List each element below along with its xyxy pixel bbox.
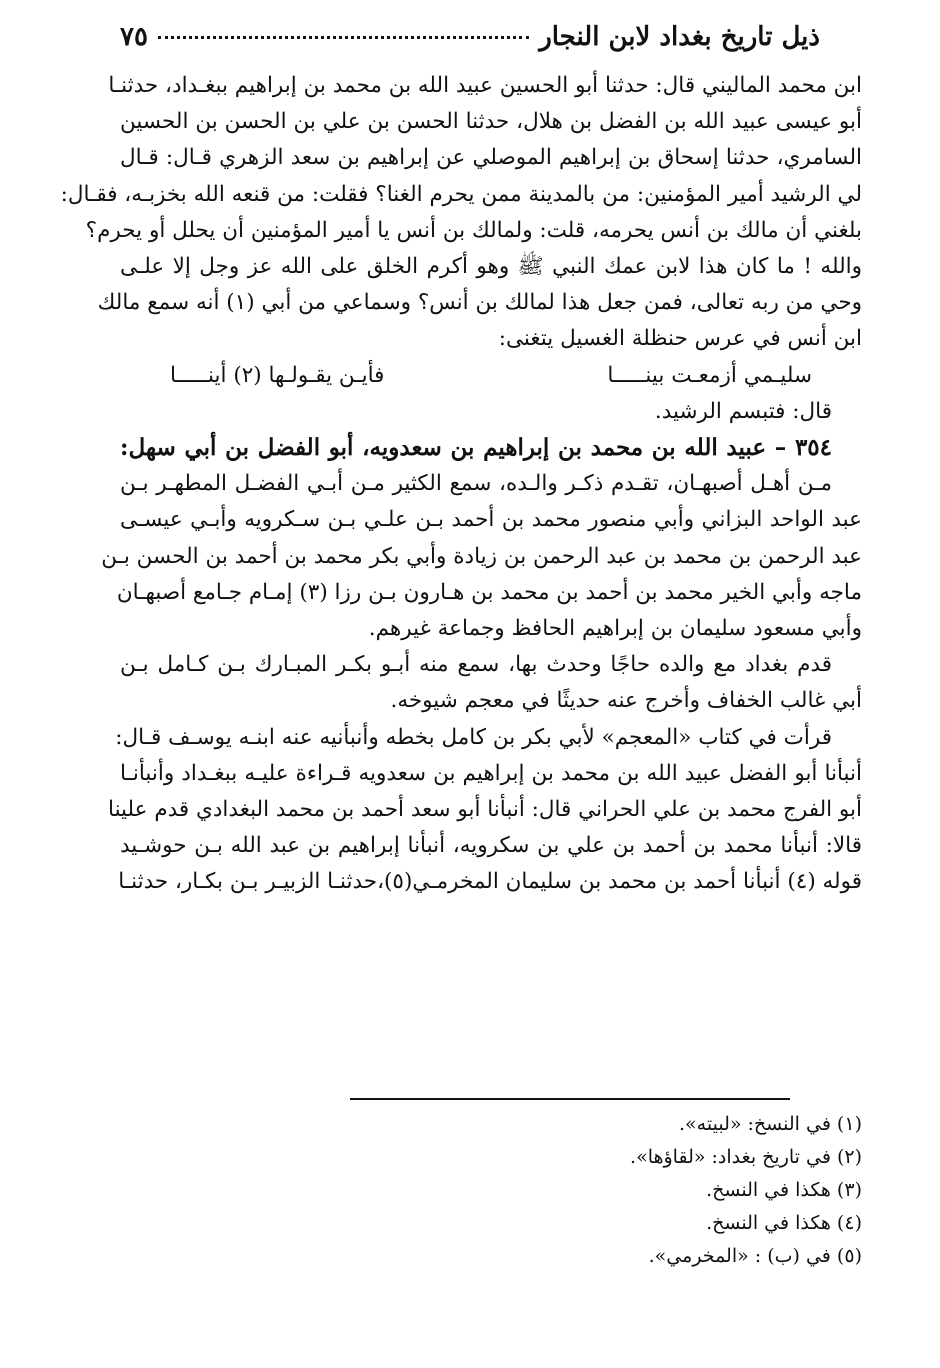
poetry-verse: [120, 358, 862, 394]
running-title: ذيل تاريخ بغداد لابن النجار: [539, 22, 820, 52]
text-line: قرأت في كتاب «المعجم» لأبي بكر بن كامل بخطه وأنبأنيه عنه ابنـه يوسـف قـال:: [115, 724, 832, 750]
footnote: (١) في النسخ: «لبيته».: [679, 1113, 862, 1135]
text-line: السامري، حدثنا إسحاق بن إبراهيم الموصلي عن إبراهيم بن سعد الزهري قـال: قـال: [120, 145, 862, 171]
text-line: مـن أهـل أصبهـان، تقـدم ذكـر والـده، سمع الكثير مـن أبـي الفضـل المطهـر بـن: [120, 471, 832, 497]
running-header: [120, 22, 820, 70]
footnote: (٥) في (ب) : «المخرمي».: [648, 1245, 862, 1267]
text-line: والله ! ما كان هذا لابن عمك النبي ﷺ وهو أكرم الخلق على الله عز وجل إلا علـى: [120, 254, 862, 280]
text-line: عبد الواحد البزاني وأبي منصور محمد بن أحمد بـن علـي بـن سـكرويه وأبـي عيسـى: [120, 507, 862, 533]
text-line: بلغني أن مالك بن أنس يحرمه، قلت: ولمالك بن أنس يا أمير المؤمنين أن يحلل أو يحرم؟: [85, 217, 862, 243]
text-line: وحي من ربه تعالى، فمن جعل هذا لمالك بن أنس؟ وسماعي من أبي (١) أنه سمع مالك: [97, 290, 862, 316]
verse-second-hemistich: فأيـن يقـولـها (٢) أينـــــا: [170, 362, 385, 388]
text-line: ابن محمد الماليني قال: حدثنا أبو الحسين عبيد الله بن محمد بن إبراهيم ببغـداد، حدثنـا: [108, 73, 862, 98]
footnotes: [362, 1108, 862, 1273]
footnote: (٤) هكذا في النسخ.: [706, 1212, 862, 1234]
footnote: (٣) هكذا في النسخ.: [706, 1179, 862, 1201]
text-line: أبو عيسى عبيد الله بن الفضل بن هلال، حدثنا الحسن بن علي بن الحسن بن الحسين: [120, 109, 862, 135]
text-line: أبي غالب الخفاف وأخرج عنه حديثًا في معجم شيوخه.: [390, 688, 862, 714]
text-line: وأبي مسعود سليمان بن إبراهيم الحافظ وجماعة غيرهم.: [368, 616, 862, 642]
main-text: [60, 68, 862, 901]
header-dot-leader: [158, 36, 529, 39]
text-line: قالا: أنبأنا محمد بن أحمد بن علي بن سكرويه، أنبأنا إبراهيم بن عبد الله بـن حوشـيد: [120, 833, 862, 859]
text-line: قال: فتبسم الرشيد.: [654, 398, 832, 424]
text-line: لي الرشيد أمير المؤمنين: من بالمدينة ممن يحرم الغنا؟ فقلت: من قنعه الله بخزبـه، فقـال:: [60, 181, 862, 207]
footnote: (٢) في تاريخ بغداد: «لقاؤها».: [630, 1146, 862, 1168]
footnote-separator: [350, 1098, 790, 1100]
verse-first-hemistich: سليـمي أزمعـت بينـــــا: [607, 362, 812, 388]
text-line: ماجه وأبي الخير محمد بن أحمد بن محمد بن هـارون بـن رزا (٣) إمـام جـامع أصبهـان: [116, 579, 862, 605]
text-line: أبو الفرج محمد بن علي الحراني قال: أنبأنا أبو سعد أحمد بن محمد البغدادي قدم علينا: [108, 797, 862, 823]
text-line: قدم بغداد مع والده حاجًا وحدث بها، سمع منه أبـو بكـر المبـارك بـن كـامل بـن: [120, 652, 832, 678]
text-line: ابن أنس في عرس حنظلة الغسيل يتغنى:: [498, 326, 862, 352]
page-number: ٧٥: [120, 22, 148, 52]
text-line: عبد الرحمن بن محمد بن عبد الرحمن بن زيادة وأبي بكر محمد بن أحمد بن الحسن بـن: [101, 543, 862, 569]
text-line: أنبأنا أبو الفضل عبيد الله بن محمد بن إبراهيم بن سعدويه قـراءة عليـه ببغـداد وأنبأنـا: [120, 760, 862, 786]
text-line: قوله (٤) أنبأنا أحمد بن محمد بن سليمان المخرمـي(٥)،حدثنـا الزبيـر بـن بكـار، حدثنـا: [118, 869, 862, 895]
entry-heading: ٣٥٤ – عبيد الله بن محمد بن إبراهيم بن سعدويه، أبو الفضل بن أبي سهل:: [120, 434, 832, 462]
